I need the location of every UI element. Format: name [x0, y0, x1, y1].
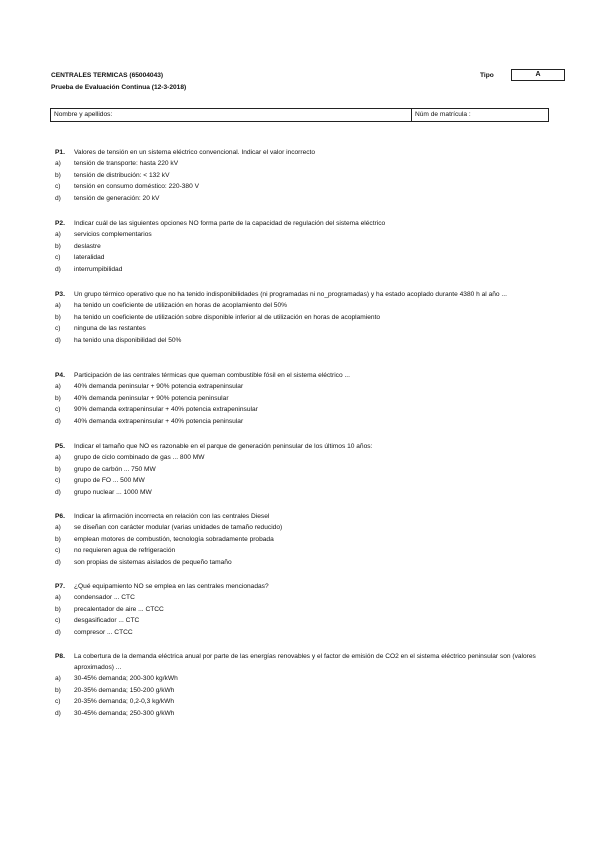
question-number: P2.: [55, 220, 65, 227]
question-header: [55, 651, 555, 673]
student-info-row: [50, 108, 549, 122]
question-number: P3.: [55, 291, 65, 298]
question-number: P4.: [55, 372, 65, 379]
option-text: 40% demanda extrapeninsular + 40% potencia peninsular: [74, 418, 244, 426]
option-c[interactable]: [55, 252, 555, 264]
option-text: grupo de carbón ... 750 MW: [74, 465, 156, 473]
option-d[interactable]: [55, 416, 555, 428]
option-c[interactable]: [55, 545, 555, 557]
question-number: P7.: [55, 583, 65, 590]
option-letter: a): [55, 302, 61, 309]
option-text: 20-35% demanda; 150-200 g/kWh: [74, 686, 175, 694]
option-letter: c): [55, 406, 61, 414]
tipo-label: Tipo: [480, 72, 494, 79]
option-letter: c): [55, 477, 61, 485]
tipo-box: A: [511, 69, 565, 81]
option-b[interactable]: [55, 393, 555, 405]
option-b[interactable]: [55, 685, 555, 697]
option-c[interactable]: [55, 615, 555, 627]
option-d[interactable]: [55, 335, 555, 347]
question-text: ¿Qué equipamiento NO se emplea en las centrales mencionadas?: [74, 583, 269, 590]
option-b[interactable]: [55, 604, 555, 616]
option-text: 30-45% demanda; 200-300 kg/kWh: [74, 675, 178, 682]
question-header: [55, 370, 555, 381]
option-letter: b): [55, 394, 61, 402]
option-letter: d): [55, 629, 61, 637]
option-letter: b): [55, 171, 61, 179]
option-letter: a): [55, 231, 61, 238]
option-text: desgasificador ... CTC: [74, 617, 140, 625]
option-text: ha tenido un coeficiente de utilización sobre disponible inferior al de utilización en horas de acoplamiento: [74, 313, 381, 321]
option-letter: a): [55, 383, 61, 390]
question-text: Indicar cuál de las siguientes opciones NO forma parte de la capacidad de regulación del sistema eléctrico: [74, 220, 386, 227]
option-letter: b): [55, 605, 61, 613]
question-text: Participación de las centrales térmicas que queman combustible fósil en el sistema eléctrico ...: [74, 372, 350, 379]
option-text: servicios complementarios: [74, 231, 152, 238]
exam-subtitle: Prueba de Evaluación Continua (12-3-2018): [51, 84, 187, 91]
option-letter: a): [55, 454, 61, 461]
option-letter: c): [55, 325, 61, 333]
option-text: grupo de ciclo combinado de gas ... 800 MW: [74, 454, 205, 461]
question-number: P1.: [55, 149, 65, 156]
question-header: [55, 218, 555, 229]
option-letter: b): [55, 465, 61, 473]
option-text: interrumpibilidad: [74, 266, 123, 274]
option-text: se diseñan con carácter modular (varias unidades de tamaño reducido): [74, 524, 283, 531]
question-p6: [55, 511, 555, 569]
option-d[interactable]: [55, 193, 555, 205]
option-text: compresor ... CTCC: [74, 629, 133, 637]
option-a[interactable]: [55, 229, 555, 241]
option-letter: d): [55, 559, 61, 567]
option-text: ha tenido un coeficiente de utilización en horas de acoplamiento del 50%: [74, 302, 287, 309]
option-letter: d): [55, 418, 61, 426]
question-p8: [55, 651, 555, 720]
option-letter: a): [55, 675, 61, 682]
option-d[interactable]: [55, 708, 555, 720]
option-letter: c): [55, 698, 61, 706]
question-header: [55, 147, 555, 158]
option-letter: b): [55, 242, 61, 250]
option-letter: d): [55, 195, 61, 203]
option-letter: d): [55, 489, 61, 497]
option-letter: d): [55, 710, 61, 718]
question-text: Un grupo térmico operativo que no ha tenido indisponibilidades (ni programadas ni no_programadas) y ha estado acoplado durante 4380 h al año ...: [74, 291, 507, 298]
option-text: lateralidad: [74, 254, 105, 262]
option-text: 40% demanda peninsular + 90% potencia extrapeninsular: [74, 383, 244, 390]
question-text: La cobertura de la demanda eléctrica anual por parte de las energías renovables y el factor de emisión de CO2 en el sistema eléctrico peninsular son (valores aproximados) ...: [74, 653, 536, 671]
option-text: tensión de generación: 20 kV: [74, 195, 160, 203]
option-d[interactable]: [55, 557, 555, 569]
option-d[interactable]: [55, 264, 555, 276]
option-text: tensión de transporte: hasta 220 kV: [74, 160, 179, 167]
option-letter: a): [55, 594, 61, 601]
option-a[interactable]: [55, 673, 555, 685]
question-p1: [55, 147, 555, 205]
option-letter: c): [55, 617, 61, 625]
option-b[interactable]: [55, 534, 555, 546]
option-letter: c): [55, 254, 61, 262]
option-c[interactable]: [55, 696, 555, 708]
option-a[interactable]: [55, 592, 555, 604]
option-text: ninguna de las restantes: [74, 325, 146, 333]
question-number: P8.: [55, 653, 65, 660]
option-a[interactable]: [55, 381, 555, 393]
question-header: [55, 441, 555, 452]
option-text: grupo de FO ... 500 MW: [74, 477, 145, 485]
option-b[interactable]: [55, 464, 555, 476]
question-p3: [55, 289, 555, 347]
option-text: deslastre: [74, 242, 101, 250]
option-letter: c): [55, 183, 61, 191]
option-a[interactable]: [55, 522, 555, 534]
option-text: 20-35% demanda; 0,2-0,3 kg/kWh: [74, 698, 175, 706]
question-header: [55, 511, 555, 522]
option-text: tensión de distribución: < 132 kV: [74, 171, 170, 179]
question-p5: [55, 441, 555, 499]
question-p2: [55, 218, 555, 276]
option-c[interactable]: [55, 475, 555, 487]
question-number: P5.: [55, 443, 65, 450]
option-c[interactable]: [55, 181, 555, 193]
option-c[interactable]: [55, 323, 555, 335]
option-text: condensador ... CTC: [74, 594, 135, 601]
option-text: 40% demanda peninsular + 90% potencia peninsular: [74, 394, 229, 402]
option-text: emplean motores de combustión, tecnología sobradamente probada: [74, 535, 274, 543]
option-letter: b): [55, 313, 61, 321]
option-letter: c): [55, 547, 61, 555]
course-title: CENTRALES TERMICAS (65004043): [51, 72, 164, 79]
option-b[interactable]: [55, 312, 555, 324]
option-b[interactable]: [55, 241, 555, 253]
option-text: 30-45% demanda; 250-300 g/kWh: [74, 710, 175, 718]
option-letter: a): [55, 160, 61, 167]
option-text: tensión en consumo doméstico: 220-380 V: [74, 183, 199, 191]
option-a[interactable]: [55, 158, 555, 170]
option-letter: d): [55, 266, 61, 274]
option-d[interactable]: [55, 627, 555, 639]
option-letter: a): [55, 524, 61, 531]
option-text: ha tenido una disponibilidad del 50%: [74, 337, 182, 345]
option-text: precalentador de aire ... CTCC: [74, 605, 164, 613]
question-p4: [55, 370, 555, 428]
option-a[interactable]: [55, 300, 555, 312]
question-header: [55, 581, 555, 592]
option-letter: b): [55, 535, 61, 543]
option-a[interactable]: [55, 452, 555, 464]
option-text: no requieren agua de refrigeración: [74, 547, 176, 555]
question-number: P6.: [55, 513, 65, 520]
option-text: son propias de sistemas aislados de pequeño tamaño: [74, 559, 232, 567]
option-c[interactable]: [55, 404, 555, 416]
option-text: 90% demanda extrapeninsular + 40% potencia extrapeninsular: [74, 406, 258, 414]
question-p7: [55, 581, 555, 639]
question-header: [55, 289, 555, 300]
option-text: grupo nuclear ... 1000 MW: [74, 489, 152, 497]
option-letter: b): [55, 686, 61, 694]
option-letter: d): [55, 337, 61, 345]
id-field[interactable]: Núm de matrícula :: [415, 111, 471, 118]
option-d[interactable]: [55, 487, 555, 499]
question-text: Indicar el tamaño que NO es razonable en el parque de generación peninsular de los últimos 10 años:: [74, 443, 373, 450]
option-b[interactable]: [55, 170, 555, 182]
question-text: Valores de tensión en un sistema eléctrico convencional. Indicar el valor incorrecto: [74, 149, 316, 156]
question-text: Indicar la afirmación incorrecta en relación con las centrales Diesel: [74, 513, 270, 520]
name-field[interactable]: Nombre y apellidos:: [51, 109, 412, 121]
